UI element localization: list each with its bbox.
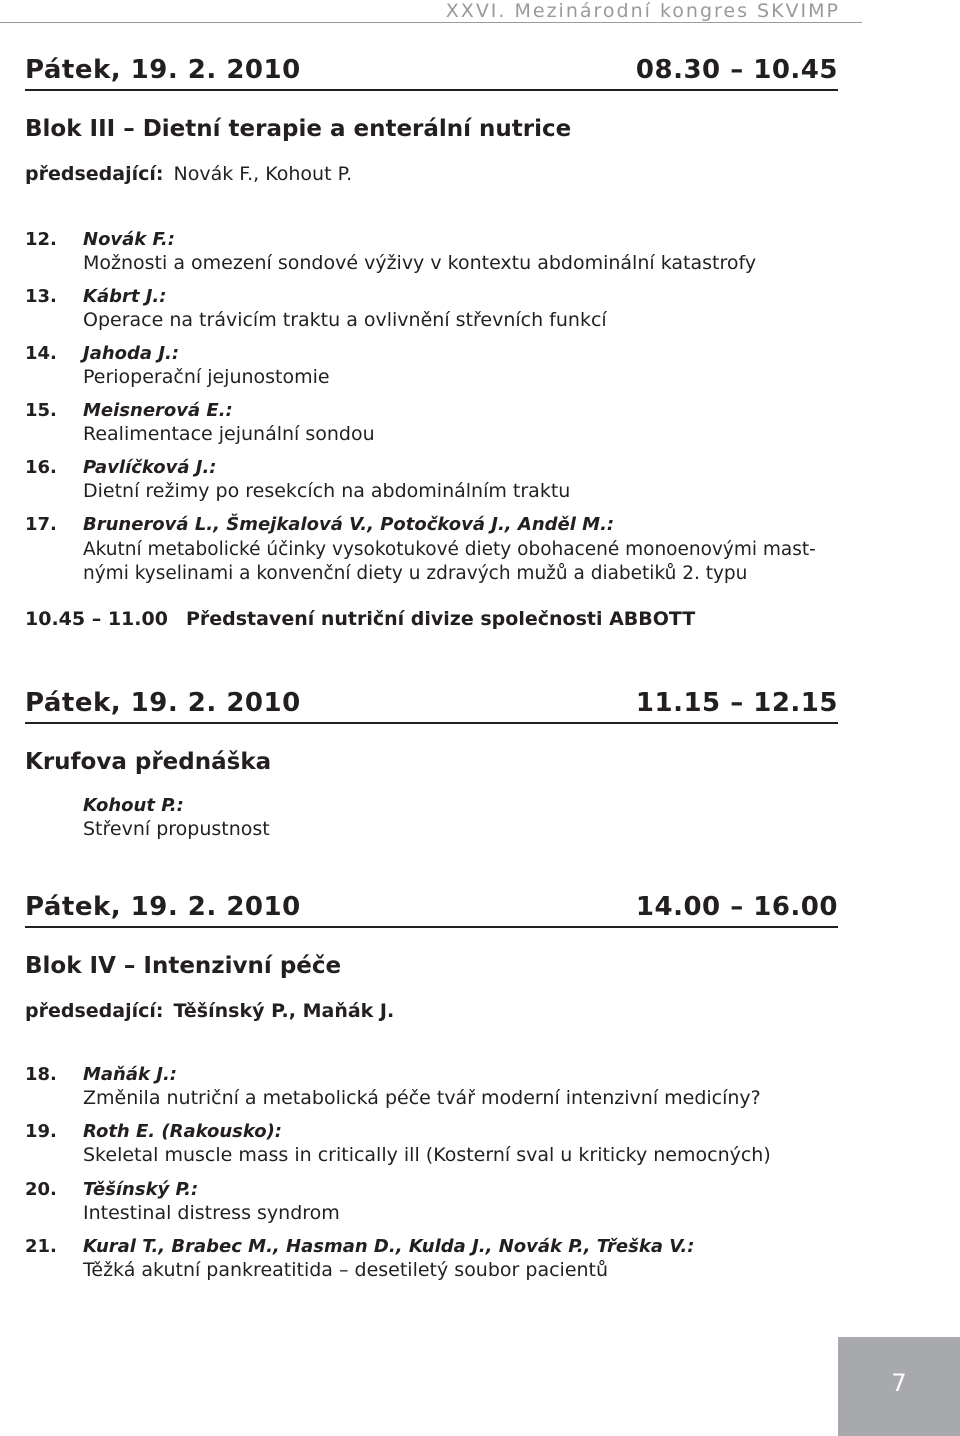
talk-title: Změnila nutriční a metabolická péče tvář moderní intenzivní medicíny? [83,1087,761,1109]
talk-author: Jahoda J.: [83,343,180,364]
talk-number: 13. [25,286,57,307]
talk-number: 16. [25,457,57,478]
talk-number: 15. [25,400,57,421]
talk-number: 12. [25,229,57,250]
talk-number: 19. [25,1121,57,1142]
talk-author: Roth E. (Rakousko): [83,1121,282,1142]
talk-title: Těžká akutní pankreatitida – desetiletý soubor pacientů [83,1259,609,1281]
page-number-box [838,1337,960,1436]
chairs-line [25,1000,394,1022]
talk-title: Perioperační jejunostomie [83,366,330,388]
talk-author: Pavlíčková J.: [83,457,217,478]
talk-title: Operace na trávicím traktu a ovlivnění střevních funkcí [83,309,607,331]
block-title: Blok III – Dietní terapie a enterální nutrice [25,116,572,142]
chairs-names: Těšínský P., Maňák J. [173,1000,395,1022]
sponsor-slot [25,608,695,630]
slot-time: 10.45 – 11.00 [25,608,168,630]
session-date: Pátek, 19. 2. 2010 [25,55,301,85]
talk-author: Brunerová L., Šmejkalová V., Potočková J., Anděl M.: [83,514,615,535]
slot-title: Představení nutriční divize společnosti ABBOTT [185,608,696,630]
session-time: 14.00 – 16.00 [635,892,838,922]
lecture-title: Krufova přednáška [25,749,272,775]
talk-number: 14. [25,343,57,364]
congress-title: XXVI. Mezinárodní kongres SKVIMP [445,0,840,22]
session-header [25,890,838,928]
talk-title-continuation: nými kyselinami a konvenční diety u zdravých mužů a diabetiků 2. typu [83,563,748,584]
running-header [0,0,862,23]
talk-number: 18. [25,1064,57,1085]
talk-author: Kural T., Brabec M., Hasman D., Kulda J., Novák P., Třeška V.: [83,1236,695,1257]
chairs-names: Novák F., Kohout P. [173,163,353,185]
talk-title: Intestinal distress syndrom [83,1202,340,1224]
talk-title: Akutní metabolické účinky vysokotukové diety obohacené monoenovými mast- [83,539,816,560]
session-time: 08.30 – 10.45 [635,55,838,85]
talk-title: Možnosti a omezení sondové výživy v kontextu abdominální katastrofy [83,252,757,274]
chairs-label: předsedající: [25,1000,164,1022]
block-title: Blok IV – Intenzivní péče [25,953,342,979]
talk-author: Kábrt J.: [83,286,167,307]
session-time: 11.15 – 12.15 [635,688,838,718]
talk-number: 20. [25,1179,57,1200]
session-date: Pátek, 19. 2. 2010 [25,688,301,718]
talk-title: Dietní režimy po resekcích na abdominálním traktu [83,480,571,502]
talk-author: Těšínský P.: [83,1179,199,1200]
talk-author: Kohout P.: [83,795,184,816]
talk-author: Novák F.: [83,229,175,250]
chairs-line [25,163,352,185]
page-number: 7 [891,1369,907,1397]
session-date: Pátek, 19. 2. 2010 [25,892,301,922]
session-header [25,53,838,91]
talk-number: 17. [25,514,57,535]
talk-number: 21. [25,1236,57,1257]
session-header [25,686,838,724]
talk-title: Střevní propustnost [83,818,270,840]
talk-author: Meisnerová E.: [83,400,233,421]
talk-author: Maňák J.: [83,1064,177,1085]
talk-title: Skeletal muscle mass in critically ill (Kosterní sval u kriticky nemocných) [83,1144,771,1166]
talk-title: Realimentace jejunální sondou [83,423,375,445]
chairs-label: předsedající: [25,163,164,185]
